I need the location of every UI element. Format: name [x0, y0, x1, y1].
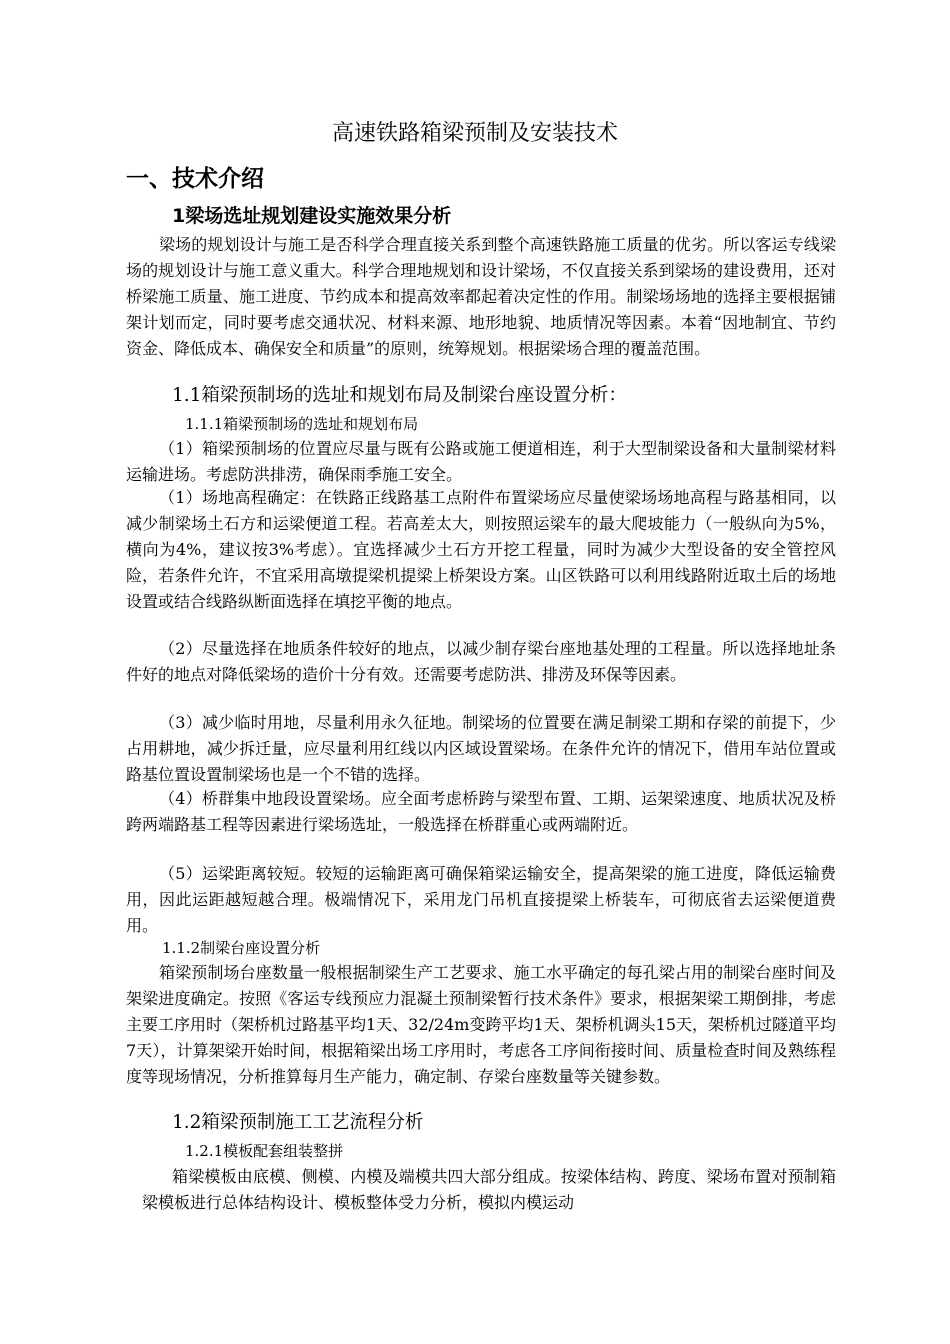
heading-1-1-1: 1.1.1箱梁预制场的选址和规划布局 — [185, 415, 419, 433]
subsection-heading-beam-yard: 1梁场选址规划建设实施效果分析 — [172, 205, 452, 227]
heading-1-2: 1.2箱梁预制施工工艺流程分析 — [172, 1112, 424, 1133]
paragraph-intro: 梁场的规划设计与施工是否科学合理直接关系到整个高速铁路施工质量的优劣。所以客运专线梁场的规划设计与施工意义重大。科学合理地规划和设计梁场，不仅直接关系到梁场的建设费用，还对桥梁施工质量、施工进度、节约成本和提高效率都起着决定性的作用。制梁场场地的选择主要根据铺架计划而定，同时要考虑交通状况、材料来源、地形地貌、地质情况等因素。本着“因地制宜、节约资金、降低成本、确保安全和质量”的原则，统筹规划。根据梁场合理的覆盖范围。 — [126, 235, 836, 358]
paragraph-land-use: （3）减少临时用地，尽量利用永久征地。制梁场的位置要在满足制梁工期和存梁的前提下，少占用耕地，减少拆迁量，应尽量利用红线以内区域设置梁场。在条件允许的情况下，借用车站位置或路基位置设置制梁场也是一个不错的选择。 — [126, 713, 836, 784]
heading-1-1: 1.1箱梁预制场的选址和规划布局及制梁台座设置分析： — [172, 385, 627, 406]
paragraph-bridge-cluster: （4）桥群集中地段设置梁场。应全面考虑桥跨与梁型布置、工期、运架梁速度、地质状况及桥跨两端路基工程等因素进行梁场选址，一般选择在桥群重心或两端附近。 — [126, 789, 836, 834]
paragraph-site-elevation: （1）场地高程确定：在铁路正线路基工点附件布置梁场应尽量使梁场场地高程与路基相同，以减少制梁场土石方和运梁便道工程。若高差太大，则按照运梁车的最大爬坡能力（一般纵向为5%，横向为4%，建议按3%考虑）。宜选择减少土石方开挖工程量，同时为减少大型设备的安全管控风险，若条件允许，不宜采用高墩提梁机提梁上桥架设方案。山区铁路可以利用线路附近取土后的场地设置或结合线路纵断面选择在填挖平衡的地点。 — [126, 488, 836, 611]
paragraph-transport-distance: （5）运梁距离较短。较短的运输距离可确保箱梁运输安全，提高架梁的施工进度，降低运输费用，因此运距越短越合理。极端情况下，采用龙门吊机直接提梁上桥装车，可彻底省去运梁便道费用。 — [126, 864, 836, 935]
paragraph-pedestal-analysis: 箱梁预制场台座数量一般根据制梁生产工艺要求、施工水平确定的每孔梁占用的制梁台座时间及架梁进度确定。按照《客运专线预应力混凝土预制梁暂行技术条件》要求，根据架梁工期倒排，考虑主要工序用时（架桥机过路基平均1天、32/24m变跨平均1天、架桥机调头15天，架桥机过隧道平均7天），计算架梁开始时间，根据箱梁出场工序用时，考虑各工序间衔接时间、质量检查时间及熟练程度等现场情况，分析推算每月生产能力，确定制、存梁台座数量等关键参数。 — [126, 963, 837, 1086]
paragraph-site-road-access: （1）箱梁预制场的位置应尽量与既有公路或施工便道相连，利于大型制梁设备和大量制梁材料运输进场。考虑防洪排涝，确保雨季施工安全。 — [126, 439, 836, 484]
section-heading-technology-intro: 一、技术介绍 — [126, 166, 264, 192]
heading-1-2-1: 1.2.1模板配套组装整拼 — [185, 1142, 344, 1160]
heading-1-1-2: 1.1.2制梁台座设置分析 — [162, 939, 321, 957]
paragraph-formwork: 箱梁模板由底模、侧模、内模及端模共四大部分组成。按梁体结构、跨度、梁场布置对预制箱梁模板进行总体结构设计、模板整体受力分析，模拟内模运动 — [142, 1167, 836, 1212]
document-title: 高速铁路箱梁预制及安装技术 — [331, 121, 618, 146]
paragraph-geology: （2）尽量选择在地质条件较好的地点，以减少制存梁台座地基处理的工程量。所以选择地址条件好的地点对降低梁场的造价十分有效。还需要考虑防洪、排涝及环保等因素。 — [126, 639, 836, 684]
